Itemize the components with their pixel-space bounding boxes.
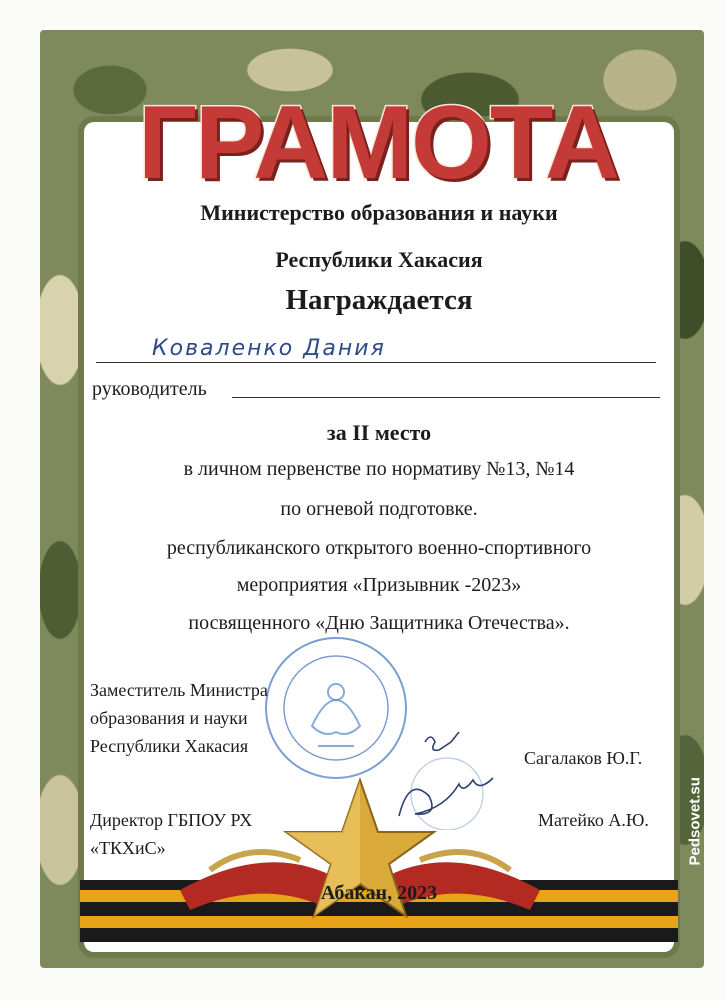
watermark: Pedsovet.su bbox=[686, 777, 704, 866]
body-line: республиканского открытого военно-спортивного bbox=[166, 537, 592, 559]
signatory-2-name: Матейко А.Ю. bbox=[538, 810, 649, 830]
certificate-title: ГРАМОТА bbox=[138, 85, 618, 201]
body-line: в личном первенстве по нормативу №13, №14 bbox=[183, 458, 575, 480]
ministry-line-2: Республики Хакасия bbox=[275, 247, 483, 272]
awarded-label: Награждается bbox=[285, 284, 473, 316]
supervisor-underline bbox=[232, 380, 660, 398]
ministry-line-1: Министерство образования и науки bbox=[200, 200, 558, 225]
gold-star-emblem-icon bbox=[150, 770, 570, 930]
signatory-2-position: Директор ГБПОУ РХ «ТКХиС» bbox=[90, 810, 253, 858]
body-line: посвященного «Дню Защитника Отечества». bbox=[188, 612, 570, 634]
signatory-1-position: Заместитель Министра образования и науки Республики Хакасия bbox=[90, 680, 268, 756]
body-line: по огневой подготовке. bbox=[280, 498, 478, 520]
supervisor-label: руководитель bbox=[92, 378, 207, 400]
signatory-1-name: Сагалаков Ю.Г. bbox=[524, 748, 643, 768]
place-date: Абакан, 2023 bbox=[320, 882, 438, 904]
recipient-name: Коваленко Дания bbox=[152, 336, 386, 361]
body-line: мероприятия «Призывник -2023» bbox=[236, 574, 522, 596]
place-label: за II место bbox=[326, 420, 432, 445]
